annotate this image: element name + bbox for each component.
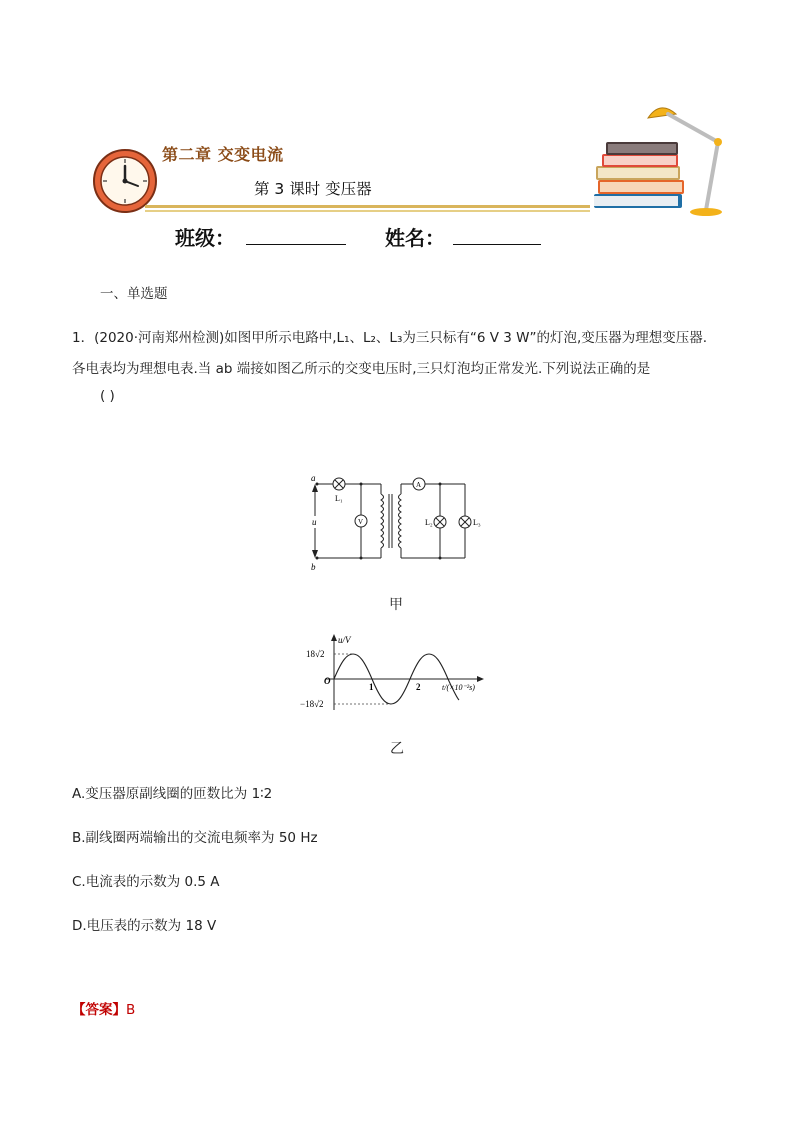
lesson-title: 第 3 课时 变压器 <box>254 180 372 198</box>
class-label: 班级： <box>175 226 235 250</box>
chapter-title: 第二章 交变电流 <box>162 145 284 164</box>
ammeter-label: A <box>416 481 422 489</box>
name-label: 姓名： <box>385 226 445 250</box>
answer-tag: 【答案】 <box>72 1002 126 1018</box>
books-lamp-illustration <box>588 96 728 220</box>
option-c[interactable]: C.电流表的示数为 0.5 A <box>72 874 220 890</box>
option-d[interactable]: D.电压表的示数为 18 V <box>72 918 217 934</box>
voltage-u-label: u <box>312 517 317 527</box>
answer <box>72 998 135 1018</box>
voltmeter-label: V <box>358 518 364 526</box>
header-rule-thin <box>145 210 590 212</box>
option-b[interactable]: B.副线圈两端输出的交流电频率为 50 Hz <box>72 830 318 846</box>
terminal-b-label: b <box>311 562 316 572</box>
class-field[interactable] <box>246 222 346 245</box>
lamp-l3-label: L₃ <box>473 518 481 527</box>
origin-label: O <box>324 676 331 686</box>
y-axis-label: u/V <box>338 635 351 645</box>
voltage-waveform-graph <box>292 632 504 714</box>
terminal-a-label: a <box>311 473 316 483</box>
ymax-label: 18√2 <box>306 649 325 659</box>
circuit-diagram <box>305 472 490 574</box>
tick-2-label: 2 <box>416 682 421 692</box>
lamp-l1-label: L₁ <box>335 494 343 503</box>
figure1-caption: 甲 <box>389 597 403 613</box>
name-field[interactable] <box>453 222 541 245</box>
section-title: 一、单选题 <box>100 286 168 302</box>
x-axis-label: t/(×10⁻²s) <box>442 683 475 692</box>
lamp-l2-label: L₂ <box>425 518 433 527</box>
figure2-caption: 乙 <box>390 741 404 757</box>
header-rule <box>145 205 590 208</box>
answer-value: B <box>126 1002 136 1018</box>
question-line-1: 1．(2020·河南郑州检测)如图甲所示电路中,L₁、L₂、L₃为三只标有“6 V 3 W”的灯泡,变压器为理想变压器. <box>72 330 708 346</box>
question-line-2: 各电表均为理想电表.当 ab 端接如图乙所示的交变电压时,三只灯泡均正常发光.下列说法正确的是 <box>72 361 651 377</box>
question-line-3: ( ) <box>100 388 115 404</box>
ymin-label: −18√2 <box>300 699 324 709</box>
option-a[interactable]: A.变压器原副线圈的匝数比为 1∶2 <box>72 786 273 802</box>
tick-1-label: 1 <box>369 682 374 692</box>
